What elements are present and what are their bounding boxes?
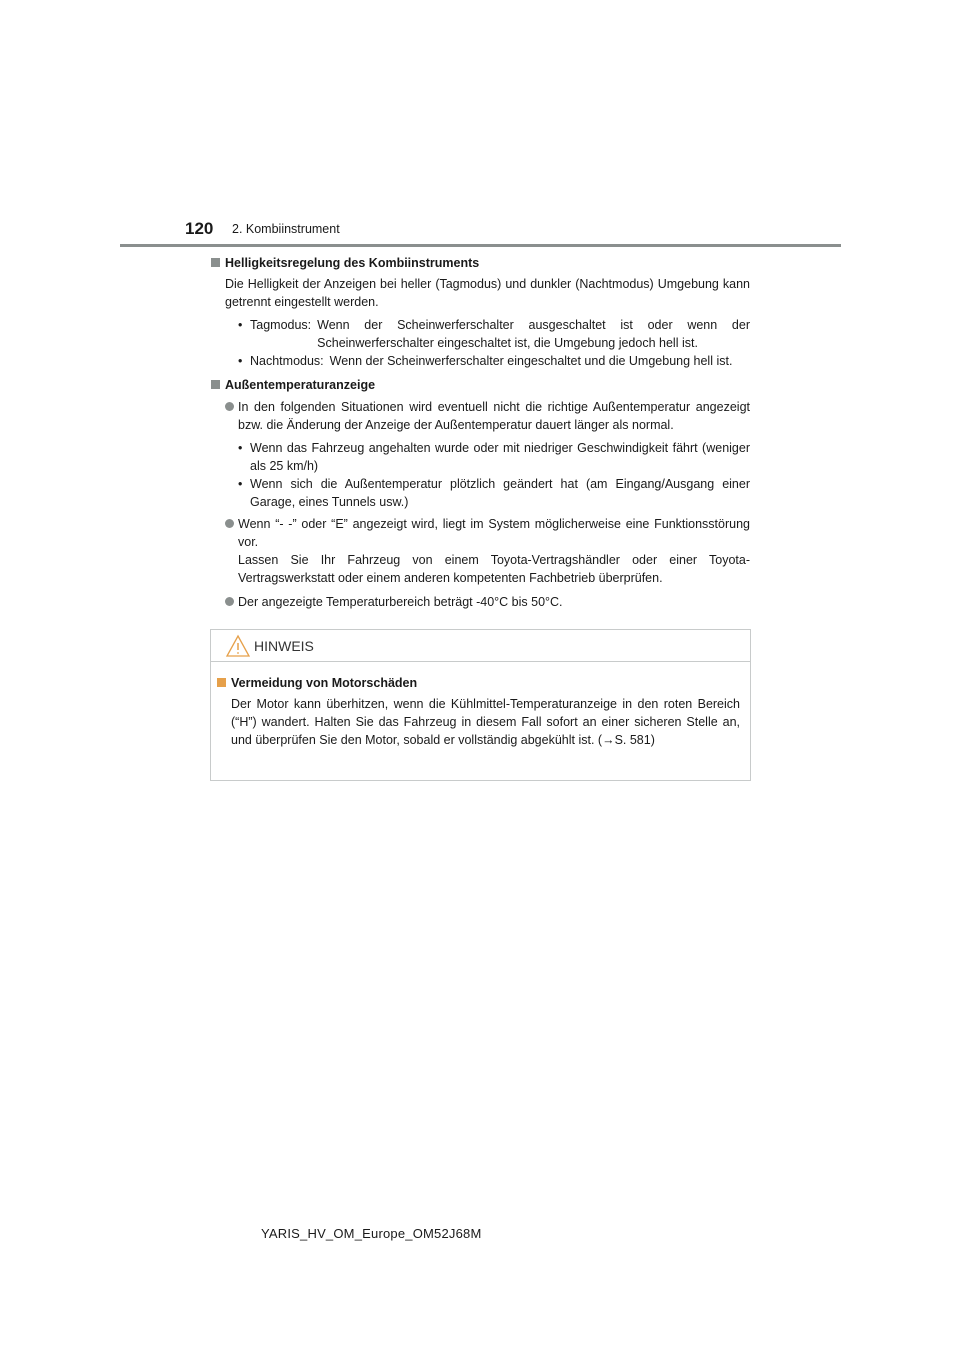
chapter-title: 2. Kombiinstrument xyxy=(232,222,340,236)
circle-bullet-icon xyxy=(225,519,234,528)
mode-list xyxy=(210,316,750,370)
item-text: Wenn “- -” oder “E” angezeigt wird, liegt im System möglicherweise eine Funktionsstörung vor. xyxy=(238,517,750,549)
notice-heading xyxy=(216,674,740,692)
item-text: Der angezeigte Temperaturbereich beträgt -40°C bis 50°C. xyxy=(238,595,563,609)
term-definition: Wenn der Scheinwerferschalter eingeschaltet und die Umgebung hell ist. xyxy=(329,354,733,368)
item-text: Lassen Sie Ihr Fahrzeug von einem Toyota-Vertragshändler oder einer Toyota-Vertragswerkstatt oder einem anderen kompetenten Fachbetrieb überprüfen. xyxy=(238,553,750,585)
situation-list xyxy=(210,439,750,511)
notice-title: Vermeidung von Motorschäden xyxy=(231,676,418,690)
square-bullet-icon xyxy=(211,380,220,389)
list-item xyxy=(238,316,750,352)
list-item xyxy=(238,352,750,370)
notice-box xyxy=(210,629,751,781)
square-bullet-icon xyxy=(217,678,226,687)
notice-label: HINWEIS xyxy=(254,638,314,654)
warning-triangle-icon xyxy=(225,634,251,658)
notice-body xyxy=(211,662,750,749)
list-item xyxy=(238,439,750,475)
paragraph: Die Helligkeit der Anzeigen bei heller (Tagmodus) und dunkler (Nachtmodus) Umgebung kann getrennt eingestellt werden. xyxy=(225,277,750,309)
header-divider xyxy=(120,244,841,247)
page-number: 120 xyxy=(185,219,214,238)
section-title: Außentemperaturanzeige xyxy=(225,378,376,392)
item-text: Wenn sich die Außentemperatur plötzlich geändert hat (am Eingang/Ausgang einer Garage, eines Tunnels usw.) xyxy=(250,477,750,509)
section-title: Helligkeitsregelung des Kombiinstruments xyxy=(225,256,480,270)
bullet-dot-icon: • xyxy=(238,477,243,491)
list-item xyxy=(210,398,750,434)
square-bullet-icon xyxy=(211,258,220,267)
bullet-dot-icon: • xyxy=(238,318,243,332)
bullet-dot-icon: • xyxy=(238,354,243,368)
section-heading xyxy=(210,376,750,394)
notice-header xyxy=(211,630,750,662)
notice-text: Der Motor kann überhitzen, wenn die Kühlmittel-Temperaturanzeige in den roten Bereich (“H”) wandert. Halten Sie das Fahrzeug in diesem Fall sofort an einer sicheren Stelle an, und überprüfen Sie den Motor, sobald er vollständig abgekühlt ist. (→S. 581) xyxy=(231,697,740,747)
term-label: Nachtmodus: xyxy=(250,354,324,368)
item-text: In den folgenden Situationen wird eventuell nicht die richtige Außentemperatur angezeigt bzw. die Änderung der Anzeige der Außentemperatur dauert länger als normal. xyxy=(238,400,750,432)
list-item xyxy=(238,475,750,511)
item-text: Wenn das Fahrzeug angehalten wurde oder mit niedriger Geschwindigkeit fährt (weniger als 25 km/h) xyxy=(250,441,750,473)
list-item xyxy=(210,515,750,587)
bullet-dot-icon: • xyxy=(238,441,243,455)
footer-document-id: YARIS_HV_OM_Europe_OM52J68M xyxy=(261,1226,482,1241)
main-content xyxy=(210,254,750,611)
circle-bullet-icon xyxy=(225,402,234,411)
circle-bullet-icon xyxy=(225,597,234,606)
term-label: Tagmodus: xyxy=(250,318,312,332)
term-definition: Wenn der Scheinwerferschalter ausgeschaltet ist oder wenn der Scheinwerferschalter eingeschaltet ist, die Umgebung jedoch hell ist. xyxy=(317,318,750,350)
section-heading xyxy=(210,254,750,272)
list-item xyxy=(210,593,750,611)
